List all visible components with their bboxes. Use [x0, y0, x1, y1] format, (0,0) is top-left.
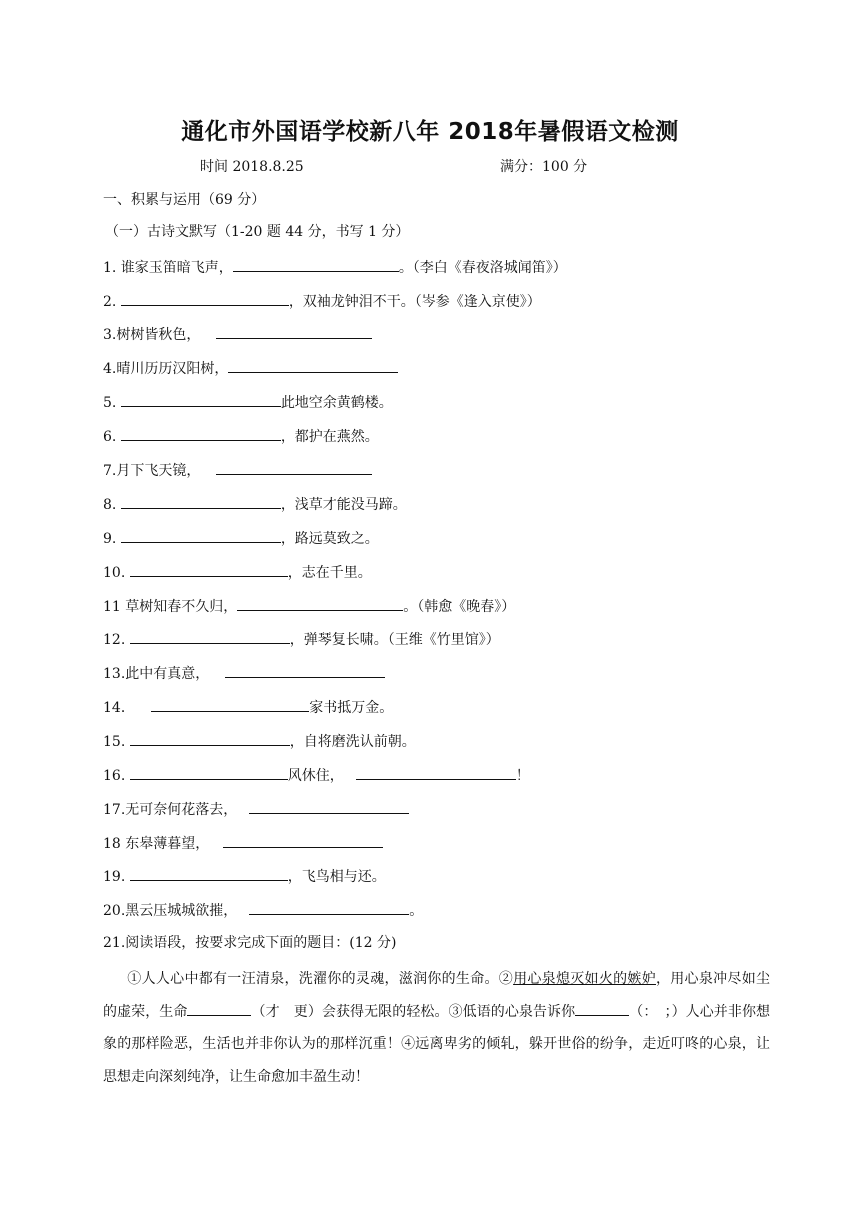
underlined-phrase: 用心泉熄灭如火的嫉妒 [513, 971, 656, 987]
question-number: 2. [103, 294, 121, 310]
question-5 [103, 391, 393, 413]
full-score: 满分：100 分 [500, 159, 588, 175]
answer-blank[interactable] [249, 798, 409, 814]
answer-blank[interactable] [121, 391, 281, 407]
question-2 [103, 290, 541, 312]
question-17 [103, 798, 409, 820]
question-text: ，志在千里。 [287, 565, 372, 581]
question-6 [103, 425, 379, 447]
question-1-text: 1. 谁家玉笛暗飞声， [103, 260, 233, 276]
answer-blank[interactable] [121, 290, 289, 306]
question-number: 16. [103, 768, 130, 784]
question-text: 20.黑云压城城欲摧， [103, 903, 238, 919]
question-number: 15. [103, 734, 130, 750]
question-number: 6. [103, 429, 121, 445]
question-number: 8. [103, 497, 121, 513]
passage-text: （： ；）人心并非你想象的那样险恶，生活也并非你认为的那样沉重！④远离卑劣的倾轧，躲开世俗的纷争，走近叮咚的心泉，让思想走向深刻纯净，让生命愈加丰盈生动！ [103, 1003, 771, 1085]
question-text: ，双袖龙钟泪不干。（岑参《逢入京使》） [288, 294, 541, 310]
answer-blank[interactable] [121, 527, 281, 543]
answer-blank[interactable] [223, 832, 383, 848]
answer-blank[interactable] [249, 899, 409, 915]
question-text: ，弹琴复长啸。（王维《竹里馆》） [289, 632, 500, 648]
question-14 [103, 696, 393, 718]
question-text: 11 草树知春不久归， [103, 599, 238, 615]
question-19 [103, 865, 386, 887]
answer-blank[interactable] [130, 730, 290, 746]
question-20 [103, 899, 423, 921]
question-10 [103, 561, 372, 583]
question-text: 此地空余黄鹤楼。 [280, 395, 393, 411]
question-text: ，飞鸟相与还。 [287, 869, 386, 885]
question-number: 19. [103, 869, 130, 885]
question-8 [103, 493, 407, 515]
question-3 [103, 323, 372, 345]
question-15 [103, 730, 416, 752]
question-text: ，都护在燕然。 [280, 429, 379, 445]
question-text: 7.月下飞天镜， [103, 463, 201, 479]
passage-text: （才 更）会获得无限的轻松。③低语的心泉告诉你 [251, 1003, 576, 1020]
answer-blank[interactable] [187, 1001, 251, 1016]
answer-blank[interactable] [216, 323, 372, 339]
subsection-heading: （一）古诗文默写（1-20 题 44 分，书写 1 分） [105, 224, 410, 240]
answer-blank[interactable] [216, 459, 372, 475]
passage-text: ，用心泉冲尽如尘的虚荣，生命 [103, 971, 771, 1020]
answer-blank[interactable] [130, 561, 288, 577]
question-number: 10. [103, 565, 130, 581]
question-1-source: 。（李白《春夜洛城闻笛》） [398, 260, 567, 276]
answer-blank[interactable] [130, 764, 288, 780]
question-text: 18 东皋薄暮望， [103, 836, 210, 852]
question-4 [103, 357, 398, 379]
answer-blank[interactable] [356, 764, 516, 780]
question-1 [103, 256, 567, 278]
answer-blank[interactable] [225, 662, 385, 678]
question-13 [103, 662, 385, 684]
answer-blank[interactable] [121, 425, 281, 441]
answer-blank[interactable] [228, 357, 398, 373]
question-text: 风休住， [287, 768, 344, 784]
passage-text: ①人人心中都有一汪清泉，洗濯你的灵魂，滋润你的生命。② [127, 971, 514, 987]
question-text: 。 [409, 903, 424, 919]
question-source: 。（韩愈《晚春》） [403, 599, 516, 615]
answer-blank[interactable] [151, 696, 309, 712]
question-number: 12. [103, 632, 130, 648]
question-text: 家书抵万金。 [309, 700, 394, 716]
answer-blank[interactable] [130, 628, 290, 644]
question-text: ，浅草才能没马蹄。 [280, 497, 407, 513]
answer-blank[interactable] [121, 493, 281, 509]
section-heading: 一、积累与运用（69 分） [103, 192, 266, 208]
question-number: 5. [103, 395, 121, 411]
question-text: 4.晴川历历汉阳树， [103, 361, 229, 377]
question-7 [103, 459, 372, 481]
question-21-title: 21.阅读语段，按要求完成下面的题目：(12 分) [103, 935, 397, 951]
question-text: 3.树树皆秋色， [103, 327, 201, 343]
answer-blank[interactable] [575, 1001, 629, 1016]
question-number: 14． [103, 700, 140, 716]
question-text: ，自将磨洗认前朝。 [289, 734, 416, 750]
answer-blank[interactable] [237, 595, 403, 611]
page-title: 通化市外国语学校新八年 2018年暑假语文检测 [181, 119, 679, 145]
question-number: 9. [103, 531, 121, 547]
question-16 [103, 764, 530, 786]
answer-blank[interactable] [233, 256, 399, 272]
question-11 [103, 595, 515, 617]
question-text: 17.无可奈何花落去， [103, 802, 238, 818]
reading-passage [103, 963, 770, 1093]
question-18 [103, 832, 383, 854]
answer-blank[interactable] [130, 865, 288, 881]
exam-time: 时间 2018.8.25 [200, 159, 304, 175]
question-text: ，路远莫致之。 [280, 531, 379, 547]
question-9 [103, 527, 379, 549]
question-text: 13.此中有真意， [103, 666, 210, 682]
question-text: ！ [515, 768, 530, 784]
question-12 [103, 628, 500, 650]
